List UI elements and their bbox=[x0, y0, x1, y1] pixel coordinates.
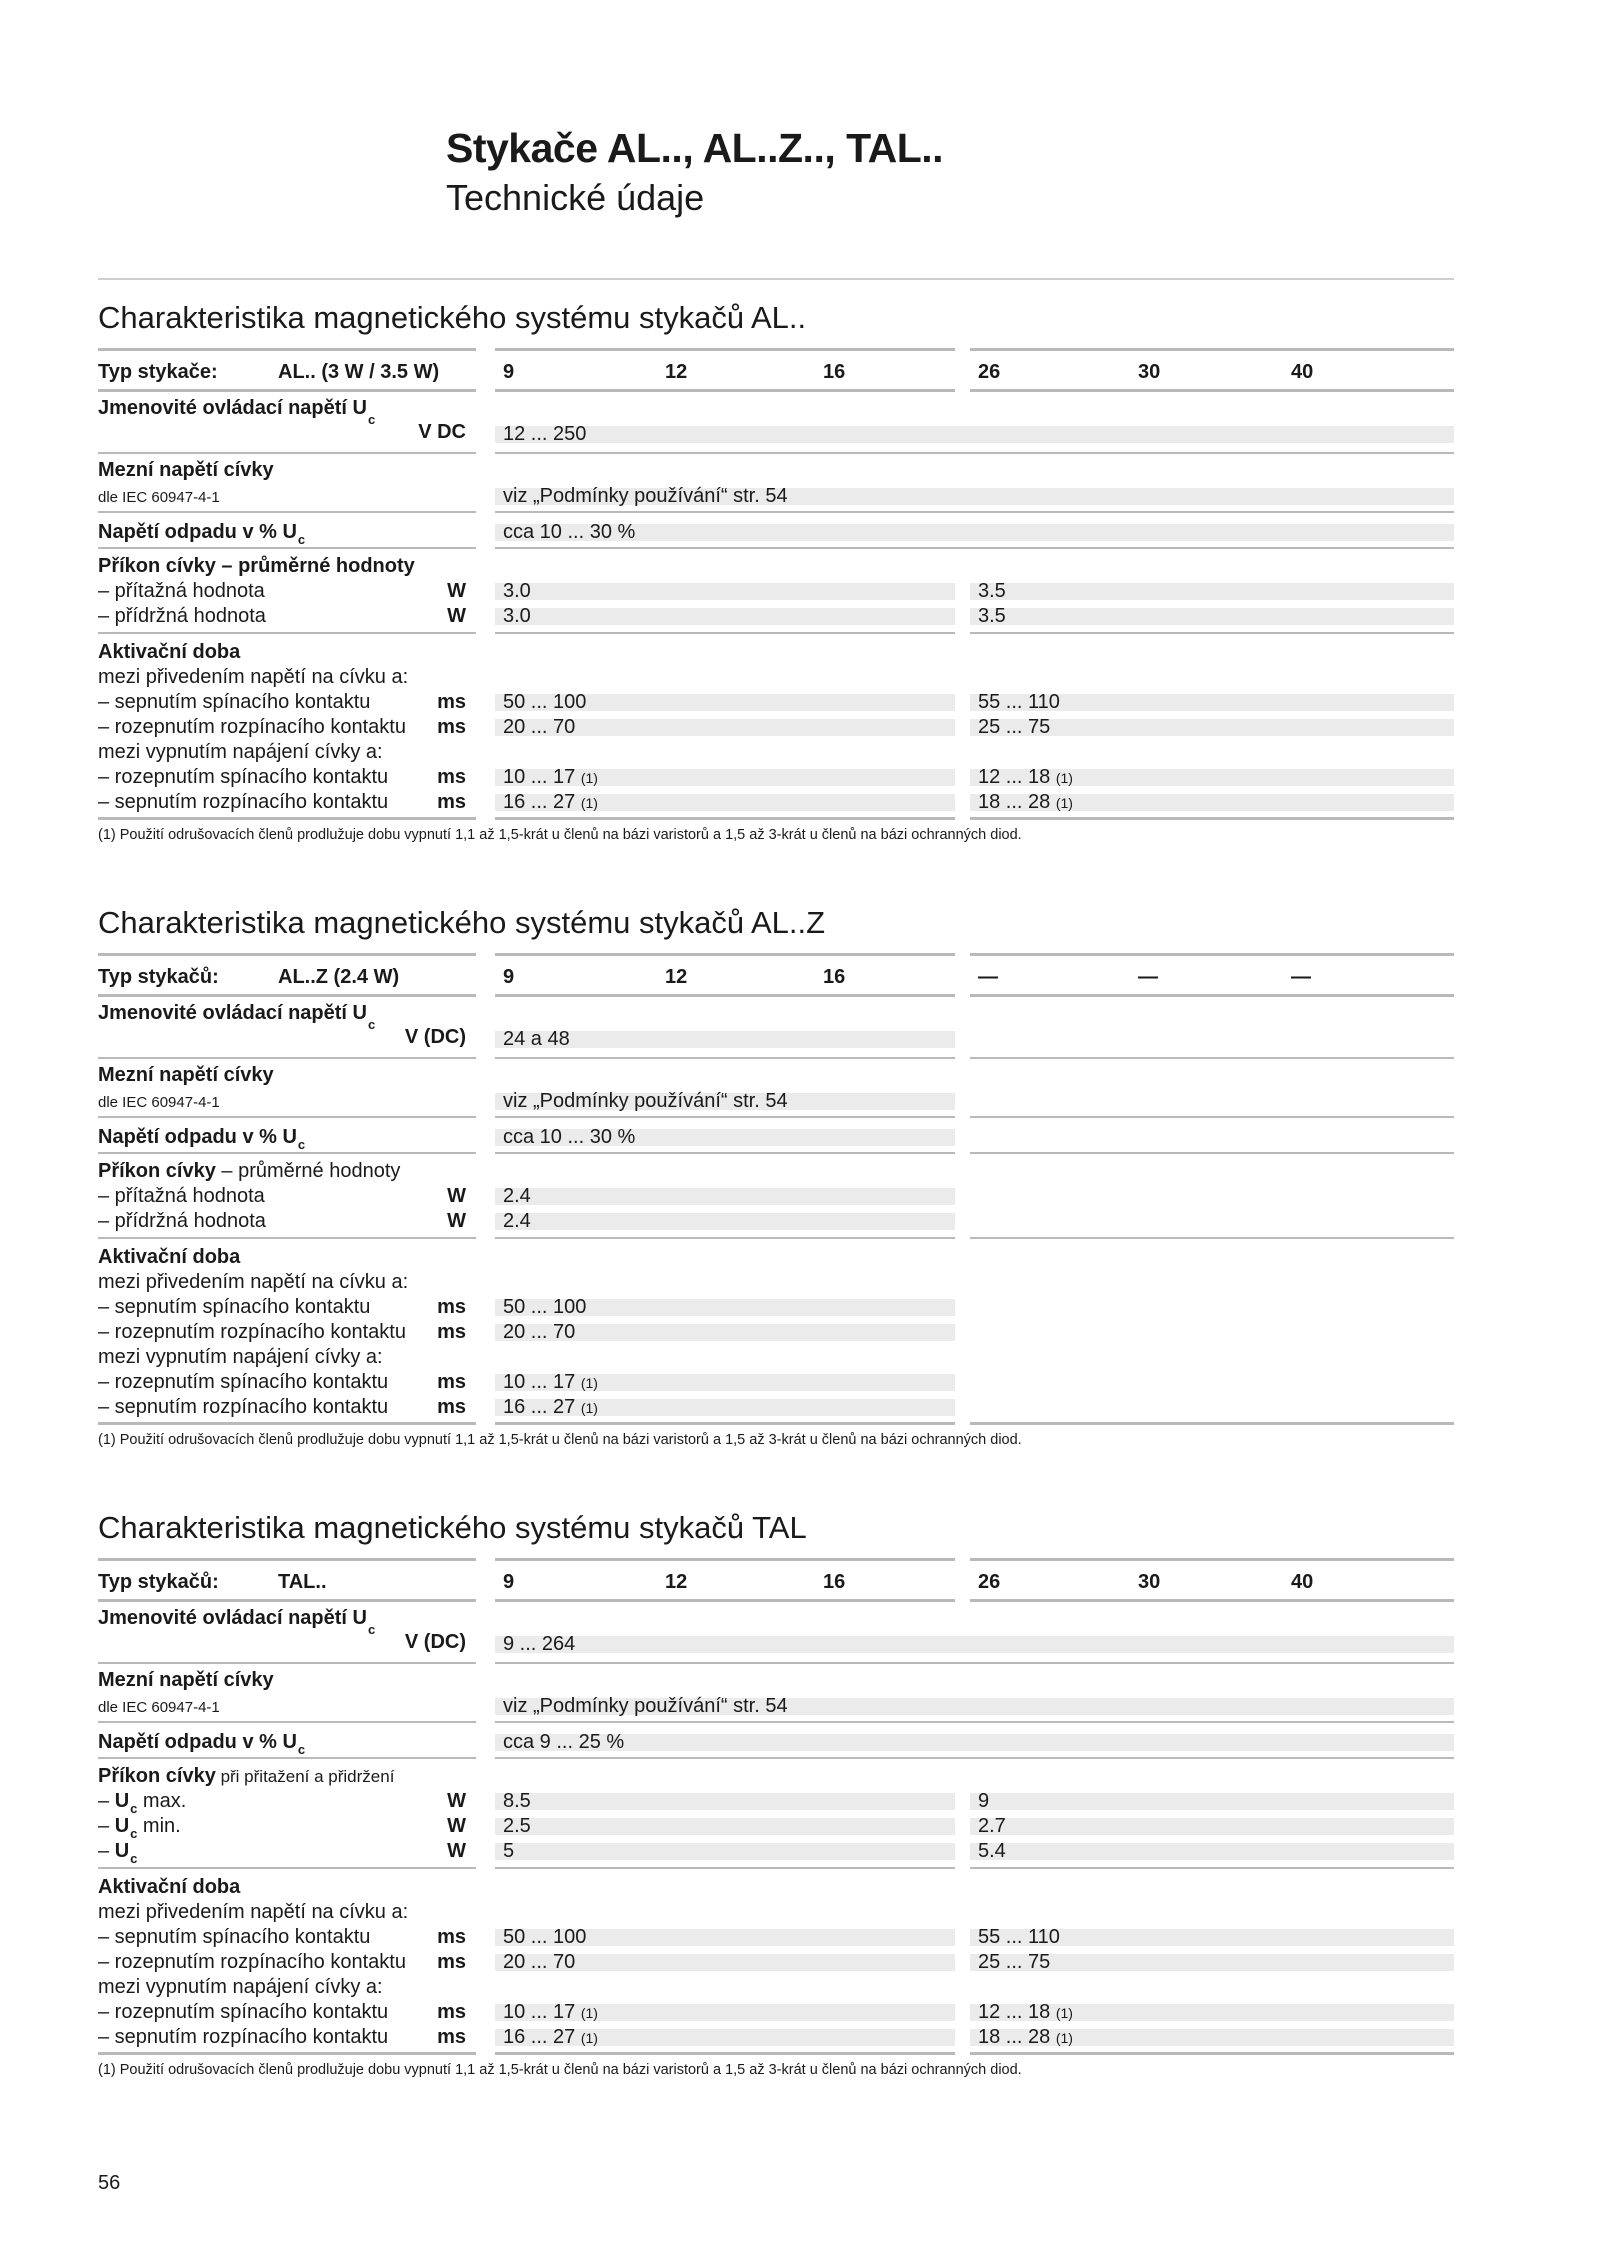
activation-row-label: – rozepnutím spínacího kontaktu bbox=[98, 1371, 389, 1393]
table-bottom-rule bbox=[970, 2052, 1454, 2055]
header-top-rule bbox=[970, 953, 1454, 956]
activation-value-a: 20 ... 70 bbox=[503, 716, 576, 738]
coil-power-rest: při přitažení a přidržení bbox=[215, 1767, 395, 1786]
table-rule bbox=[98, 1662, 476, 1664]
header-bottom-rule bbox=[98, 389, 476, 392]
dropout-voltage-bar bbox=[495, 1734, 1454, 1751]
table-rule bbox=[98, 452, 476, 454]
table-rule bbox=[98, 511, 476, 513]
header-top-rule bbox=[495, 953, 955, 956]
activation-subheading: mezi přivedením napětí na cívku a: bbox=[98, 1271, 409, 1293]
activation-unit: ms bbox=[437, 2026, 466, 2048]
column-header: 40 bbox=[1291, 1571, 1314, 1593]
subscript-c: c bbox=[367, 1622, 376, 1637]
footnote-ref: (1) bbox=[1055, 2005, 1073, 2021]
column-header: 30 bbox=[1138, 361, 1161, 383]
activation-unit: ms bbox=[437, 791, 466, 813]
rated-voltage-label bbox=[98, 1606, 376, 1637]
header-top-rule bbox=[970, 348, 1454, 351]
dropout-voltage-label bbox=[98, 1730, 305, 1756]
value-text: 16 ... 27 bbox=[503, 2026, 576, 2048]
rated-voltage-unit: V DC bbox=[418, 421, 466, 443]
footnote-ref: (1) bbox=[1055, 2030, 1073, 2046]
column-header: 9 bbox=[503, 966, 515, 988]
activation-unit: ms bbox=[437, 691, 466, 713]
coil-power-bar bbox=[495, 1793, 955, 1810]
activation-row-label: – rozepnutím rozpínacího kontaktu bbox=[98, 1321, 406, 1343]
header-bottom-rule bbox=[970, 389, 1454, 392]
footnote-ref: (1) bbox=[580, 2030, 598, 2046]
dash: – bbox=[98, 1840, 115, 1862]
table-rule bbox=[495, 1057, 955, 1059]
coil-power-bar bbox=[495, 1213, 955, 1230]
coil-power-label bbox=[98, 1159, 400, 1183]
table-rule bbox=[970, 1237, 1454, 1239]
column-header: 12 bbox=[665, 966, 688, 988]
column-header: 12 bbox=[665, 361, 688, 383]
activation-value-a bbox=[503, 1395, 598, 1420]
activation-row-label: – rozepnutím rozpínacího kontaktu bbox=[98, 1951, 406, 1973]
table-bottom-rule bbox=[98, 2052, 476, 2055]
table-rule bbox=[98, 1867, 476, 1869]
table-rule bbox=[495, 511, 1454, 513]
subscript-c: c bbox=[297, 532, 306, 547]
activation-unit: ms bbox=[437, 766, 466, 788]
coil-power-unit: W bbox=[447, 1185, 466, 1207]
table-rule bbox=[98, 1152, 476, 1154]
value-text: 10 ... 17 bbox=[503, 766, 576, 788]
header-bottom-rule bbox=[98, 1599, 476, 1602]
dropout-voltage-label bbox=[98, 1125, 305, 1151]
typ-label: Typ stykače: bbox=[98, 361, 218, 383]
table-rule bbox=[495, 1116, 955, 1118]
coil-power-row-label bbox=[98, 1839, 137, 1865]
footnote: (1) Použití odrušovacích členů prodlužuje dobu vypnutí 1,1 až 1,5-krát u členů na bázi varistorů a 1,5 až 3-krát u členů na bázi ochranných diod. bbox=[98, 2062, 1022, 2078]
page-number: 56 bbox=[98, 2172, 121, 2194]
typ-value: AL..Z (2.4 W) bbox=[278, 966, 400, 988]
value-text: 12 ... 18 bbox=[978, 2001, 1051, 2023]
table-rule bbox=[495, 452, 1454, 454]
activation-time-label: Aktivační doba bbox=[98, 641, 241, 663]
footnote-ref: (1) bbox=[580, 770, 598, 786]
footnote: (1) Použití odrušovacích členů prodlužuje dobu vypnutí 1,1 až 1,5-krát u členů na bázi varistorů a 1,5 až 3-krát u členů na bázi ochranných diod. bbox=[98, 827, 1022, 843]
table-bottom-rule bbox=[970, 1422, 1454, 1425]
activation-value-a bbox=[503, 2000, 598, 2025]
coil-limit-value: viz „Podmínky používání“ str. 54 bbox=[503, 1090, 788, 1112]
coil-power-value-a: 2.5 bbox=[503, 1815, 531, 1837]
activation-subheading: mezi přivedením napětí na cívku a: bbox=[98, 1901, 409, 1923]
coil-power-value-a: 2.4 bbox=[503, 1185, 531, 1207]
activation-value-b: 25 ... 75 bbox=[978, 1951, 1051, 1973]
table-rule bbox=[970, 632, 1454, 634]
table-bottom-rule bbox=[970, 817, 1454, 820]
table-rule bbox=[98, 1116, 476, 1118]
column-header: 16 bbox=[823, 1571, 846, 1593]
activation-row-label: – sepnutím spínacího kontaktu bbox=[98, 1296, 371, 1318]
table-rule bbox=[495, 1662, 1454, 1664]
header-top-rule bbox=[98, 348, 476, 351]
uc-symbol: U bbox=[114, 1790, 130, 1812]
page-subtitle: Technické údaje bbox=[446, 177, 705, 218]
table-bottom-rule bbox=[495, 1422, 955, 1425]
coil-power-bar bbox=[970, 1793, 1454, 1810]
rated-voltage-label bbox=[98, 1001, 376, 1032]
coil-power-unit: W bbox=[447, 1815, 466, 1837]
column-header: 26 bbox=[978, 361, 1001, 383]
coil-power-unit: W bbox=[447, 1840, 466, 1862]
coil-limit-label: Mezní napětí cívky bbox=[98, 1064, 274, 1086]
table-bottom-rule bbox=[495, 817, 955, 820]
footnote-ref: (1) bbox=[1055, 770, 1073, 786]
header-bottom-rule bbox=[98, 994, 476, 997]
coil-power-row-label: – přítažná hodnota bbox=[98, 1185, 265, 1207]
activation-time-label: Aktivační doba bbox=[98, 1246, 241, 1268]
column-header: 9 bbox=[503, 361, 515, 383]
coil-limit-standard: dle IEC 60947-4-1 bbox=[98, 1699, 220, 1716]
subscript-c: c bbox=[297, 1742, 306, 1757]
coil-power-value-a: 5 bbox=[503, 1840, 515, 1862]
typ-label: Typ stykačů: bbox=[98, 966, 219, 988]
uc-suffix: min. bbox=[137, 1815, 181, 1837]
section-title: Charakteristika magnetického systému stykačů AL..Z bbox=[98, 905, 826, 940]
column-header: — bbox=[978, 966, 998, 988]
coil-power-bar bbox=[970, 1843, 1454, 1860]
coil-power-value-a: 2.4 bbox=[503, 1210, 531, 1232]
activation-unit: ms bbox=[437, 1371, 466, 1393]
coil-power-value-a: 8.5 bbox=[503, 1790, 531, 1812]
activation-value-b bbox=[978, 790, 1073, 815]
column-header: 16 bbox=[823, 361, 846, 383]
rated-voltage-value: 24 a 48 bbox=[503, 1028, 570, 1050]
activation-unit: ms bbox=[437, 1926, 466, 1948]
section-title: Charakteristika magnetického systému stykačů AL.. bbox=[98, 300, 807, 335]
dropout-voltage-text: Napětí odpadu v % U bbox=[98, 521, 297, 543]
activation-value-a: 50 ... 100 bbox=[503, 1296, 587, 1318]
table-rule bbox=[970, 1057, 1454, 1059]
activation-subheading: mezi přivedením napětí na cívku a: bbox=[98, 666, 409, 688]
rated-voltage-label bbox=[98, 396, 376, 427]
coil-power-value-b: 3.5 bbox=[978, 580, 1006, 602]
coil-limit-label: Mezní napětí cívky bbox=[98, 1669, 274, 1691]
activation-unit: ms bbox=[437, 1951, 466, 1973]
coil-power-bar bbox=[970, 1818, 1454, 1835]
coil-power-row-label: – přídržná hodnota bbox=[98, 605, 266, 627]
dropout-voltage-text: Napětí odpadu v % U bbox=[98, 1731, 297, 1753]
section-2 bbox=[98, 905, 1454, 1448]
value-text: 18 ... 28 bbox=[978, 791, 1051, 813]
dropout-voltage-bar bbox=[495, 524, 1454, 541]
table-rule bbox=[970, 1116, 1454, 1118]
activation-unit: ms bbox=[437, 1296, 466, 1318]
coil-power-bar bbox=[495, 583, 955, 600]
coil-power-label bbox=[98, 1764, 394, 1789]
footnote-ref: (1) bbox=[580, 1375, 598, 1391]
coil-power-bar bbox=[495, 1818, 955, 1835]
section-3 bbox=[98, 1510, 1454, 2078]
dropout-voltage-text: Napětí odpadu v % U bbox=[98, 1126, 297, 1148]
activation-unit: ms bbox=[437, 1396, 466, 1418]
uc-symbol: U bbox=[114, 1840, 130, 1862]
column-header: 40 bbox=[1291, 361, 1314, 383]
table-rule bbox=[495, 547, 1454, 549]
coil-power-value-a: 3.0 bbox=[503, 580, 531, 602]
activation-value-b bbox=[978, 765, 1073, 790]
rated-voltage-text: Jmenovité ovládací napětí U bbox=[98, 397, 367, 419]
activation-value-a bbox=[503, 790, 598, 815]
activation-value-a: 20 ... 70 bbox=[503, 1951, 576, 1973]
table-rule bbox=[970, 1867, 1454, 1869]
activation-value-a: 50 ... 100 bbox=[503, 1926, 587, 1948]
coil-power-row-label: – přídržná hodnota bbox=[98, 1210, 266, 1232]
activation-row-label: – sepnutím spínacího kontaktu bbox=[98, 691, 371, 713]
activation-unit: ms bbox=[437, 2001, 466, 2023]
section-title: Charakteristika magnetického systému stykačů TAL bbox=[98, 1510, 807, 1545]
value-text: 16 ... 27 bbox=[503, 1396, 576, 1418]
activation-subheading: mezi vypnutím napájení cívky a: bbox=[98, 1346, 383, 1368]
table-bottom-rule bbox=[98, 1422, 476, 1425]
activation-subheading: mezi vypnutím napájení cívky a: bbox=[98, 1976, 383, 1998]
rated-voltage-bar bbox=[495, 1636, 1454, 1653]
activation-value-b: 55 ... 110 bbox=[978, 691, 1060, 713]
value-text: 18 ... 28 bbox=[978, 2026, 1051, 2048]
table-rule bbox=[98, 1237, 476, 1239]
value-text: 10 ... 17 bbox=[503, 1371, 576, 1393]
value-text: 12 ... 18 bbox=[978, 766, 1051, 788]
coil-power-value-b: 2.7 bbox=[978, 1815, 1006, 1837]
activation-time-label: Aktivační doba bbox=[98, 1876, 241, 1898]
rated-voltage-unit: V (DC) bbox=[404, 1631, 466, 1653]
coil-limit-value: viz „Podmínky používání“ str. 54 bbox=[503, 485, 788, 507]
coil-power-rest: – průměrné hodnoty bbox=[215, 1160, 401, 1182]
coil-power-row-label bbox=[98, 1814, 181, 1840]
coil-power-row-label: – přítažná hodnota bbox=[98, 580, 265, 602]
coil-power-bar bbox=[970, 608, 1454, 625]
subscript-c: c bbox=[130, 1801, 138, 1816]
header-bottom-rule bbox=[495, 1599, 955, 1602]
uc-suffix: max. bbox=[137, 1790, 187, 1812]
rated-voltage-text: Jmenovité ovládací napětí U bbox=[98, 1002, 367, 1024]
coil-power-row-label bbox=[98, 1789, 186, 1815]
table-rule bbox=[495, 1867, 955, 1869]
table-bottom-rule bbox=[495, 2052, 955, 2055]
rated-voltage-value: 9 ... 264 bbox=[503, 1633, 576, 1655]
dash: – bbox=[98, 1790, 115, 1812]
rated-voltage-text: Jmenovité ovládací napětí U bbox=[98, 1607, 367, 1629]
dropout-voltage-value: cca 10 ... 30 % bbox=[503, 1126, 636, 1148]
dash: – bbox=[98, 1815, 115, 1837]
coil-power-unit: W bbox=[447, 1210, 466, 1232]
header-bottom-rule bbox=[495, 389, 955, 392]
activation-row-label: – sepnutím rozpínacího kontaktu bbox=[98, 1396, 389, 1418]
column-header: — bbox=[1291, 966, 1311, 988]
header-top-rule bbox=[98, 953, 476, 956]
header-bottom-rule bbox=[495, 994, 955, 997]
coil-power-value-b: 3.5 bbox=[978, 605, 1006, 627]
column-header: 12 bbox=[665, 1571, 688, 1593]
uc-symbol: U bbox=[114, 1815, 130, 1837]
footnote-ref: (1) bbox=[580, 795, 598, 811]
subscript-c: c bbox=[367, 412, 376, 427]
footnote: (1) Použití odrušovacích členů prodlužuje dobu vypnutí 1,1 až 1,5-krát u členů na bázi varistorů a 1,5 až 3-krát u členů na bázi ochranných diod. bbox=[98, 1432, 1022, 1448]
table-bottom-rule bbox=[98, 817, 476, 820]
activation-row-label: – rozepnutím spínacího kontaktu bbox=[98, 2001, 389, 2023]
table-rule bbox=[98, 1057, 476, 1059]
subscript-c: c bbox=[130, 1851, 138, 1866]
footnote-ref: (1) bbox=[1055, 795, 1073, 811]
activation-row-label: – sepnutím spínacího kontaktu bbox=[98, 1926, 371, 1948]
header-bottom-rule bbox=[970, 1599, 1454, 1602]
table-rule bbox=[495, 1152, 955, 1154]
activation-unit: ms bbox=[437, 716, 466, 738]
rated-voltage-unit: V (DC) bbox=[404, 1026, 466, 1048]
dropout-voltage-value: cca 9 ... 25 % bbox=[503, 1731, 625, 1753]
page-title: Stykače AL.., AL..Z.., TAL.. bbox=[446, 125, 944, 171]
table-rule bbox=[495, 1237, 955, 1239]
column-header: 30 bbox=[1138, 1571, 1161, 1593]
table-rule bbox=[970, 1152, 1454, 1154]
coil-power-unit: W bbox=[447, 605, 466, 627]
activation-subheading: mezi vypnutím napájení cívky a: bbox=[98, 741, 383, 763]
coil-power-value-b: 5.4 bbox=[978, 1840, 1006, 1862]
header-top-rule bbox=[98, 1558, 476, 1561]
footnote-ref: (1) bbox=[580, 1400, 598, 1416]
coil-limit-label: Mezní napětí cívky bbox=[98, 459, 274, 481]
table-rule bbox=[98, 632, 476, 634]
activation-row-label: – rozepnutím spínacího kontaktu bbox=[98, 766, 389, 788]
footnote-ref: (1) bbox=[580, 2005, 598, 2021]
header-top-rule bbox=[495, 1558, 955, 1561]
activation-row-label: – sepnutím rozpínacího kontaktu bbox=[98, 791, 389, 813]
activation-value-b: 25 ... 75 bbox=[978, 716, 1051, 738]
coil-power-label bbox=[98, 554, 415, 578]
coil-power-value-b: 9 bbox=[978, 1790, 990, 1812]
header-top-rule bbox=[970, 1558, 1454, 1561]
activation-value-a: 20 ... 70 bbox=[503, 1321, 576, 1343]
coil-power-unit: W bbox=[447, 580, 466, 602]
table-rule bbox=[495, 1721, 1454, 1723]
section-1 bbox=[98, 300, 1454, 843]
table-rule bbox=[495, 632, 955, 634]
coil-power-bold: Příkon cívky – průměrné hodnoty bbox=[98, 555, 415, 577]
rated-voltage-bar bbox=[495, 426, 1454, 443]
dropout-voltage-label bbox=[98, 520, 305, 546]
column-header: 16 bbox=[823, 966, 846, 988]
activation-row-label: – rozepnutím rozpínacího kontaktu bbox=[98, 716, 406, 738]
table-rule bbox=[98, 547, 476, 549]
header-top-rule bbox=[495, 348, 955, 351]
subscript-c: c bbox=[130, 1826, 138, 1841]
coil-power-bar bbox=[970, 583, 1454, 600]
coil-limit-standard: dle IEC 60947-4-1 bbox=[98, 1094, 220, 1111]
rated-voltage-value: 12 ... 250 bbox=[503, 423, 587, 445]
dropout-voltage-value: cca 10 ... 30 % bbox=[503, 521, 636, 543]
coil-limit-value: viz „Podmínky používání“ str. 54 bbox=[503, 1695, 788, 1717]
activation-value-a: 50 ... 100 bbox=[503, 691, 587, 713]
value-text: 16 ... 27 bbox=[503, 791, 576, 813]
table-rule bbox=[98, 1757, 476, 1759]
subscript-c: c bbox=[297, 1137, 306, 1152]
activation-row-label: – sepnutím rozpínacího kontaktu bbox=[98, 2026, 389, 2048]
coil-power-bar bbox=[495, 1843, 955, 1860]
activation-value-b bbox=[978, 2025, 1073, 2050]
coil-power-unit: W bbox=[447, 1790, 466, 1812]
header-divider bbox=[98, 278, 1454, 280]
coil-power-value-a: 3.0 bbox=[503, 605, 531, 627]
column-header: 26 bbox=[978, 1571, 1001, 1593]
coil-power-bar bbox=[495, 608, 955, 625]
column-header: — bbox=[1138, 966, 1158, 988]
activation-value-b bbox=[978, 2000, 1073, 2025]
activation-value-b: 55 ... 110 bbox=[978, 1926, 1060, 1948]
coil-power-bold: Příkon cívky bbox=[98, 1765, 216, 1787]
coil-power-bar bbox=[495, 1188, 955, 1205]
value-text: 10 ... 17 bbox=[503, 2001, 576, 2023]
activation-unit: ms bbox=[437, 1321, 466, 1343]
column-header: 9 bbox=[503, 1571, 515, 1593]
activation-value-a bbox=[503, 1370, 598, 1395]
activation-value-a bbox=[503, 2025, 598, 2050]
activation-value-a bbox=[503, 765, 598, 790]
table-rule bbox=[98, 1721, 476, 1723]
subscript-c: c bbox=[367, 1017, 376, 1032]
typ-label: Typ stykačů: bbox=[98, 1571, 219, 1593]
header-bottom-rule bbox=[970, 994, 1454, 997]
coil-limit-standard: dle IEC 60947-4-1 bbox=[98, 489, 220, 506]
typ-value: AL.. (3 W / 3.5 W) bbox=[278, 361, 440, 383]
typ-value: TAL.. bbox=[278, 1571, 327, 1593]
coil-power-bold: Příkon cívky bbox=[98, 1160, 216, 1182]
table-rule bbox=[495, 1757, 1454, 1759]
